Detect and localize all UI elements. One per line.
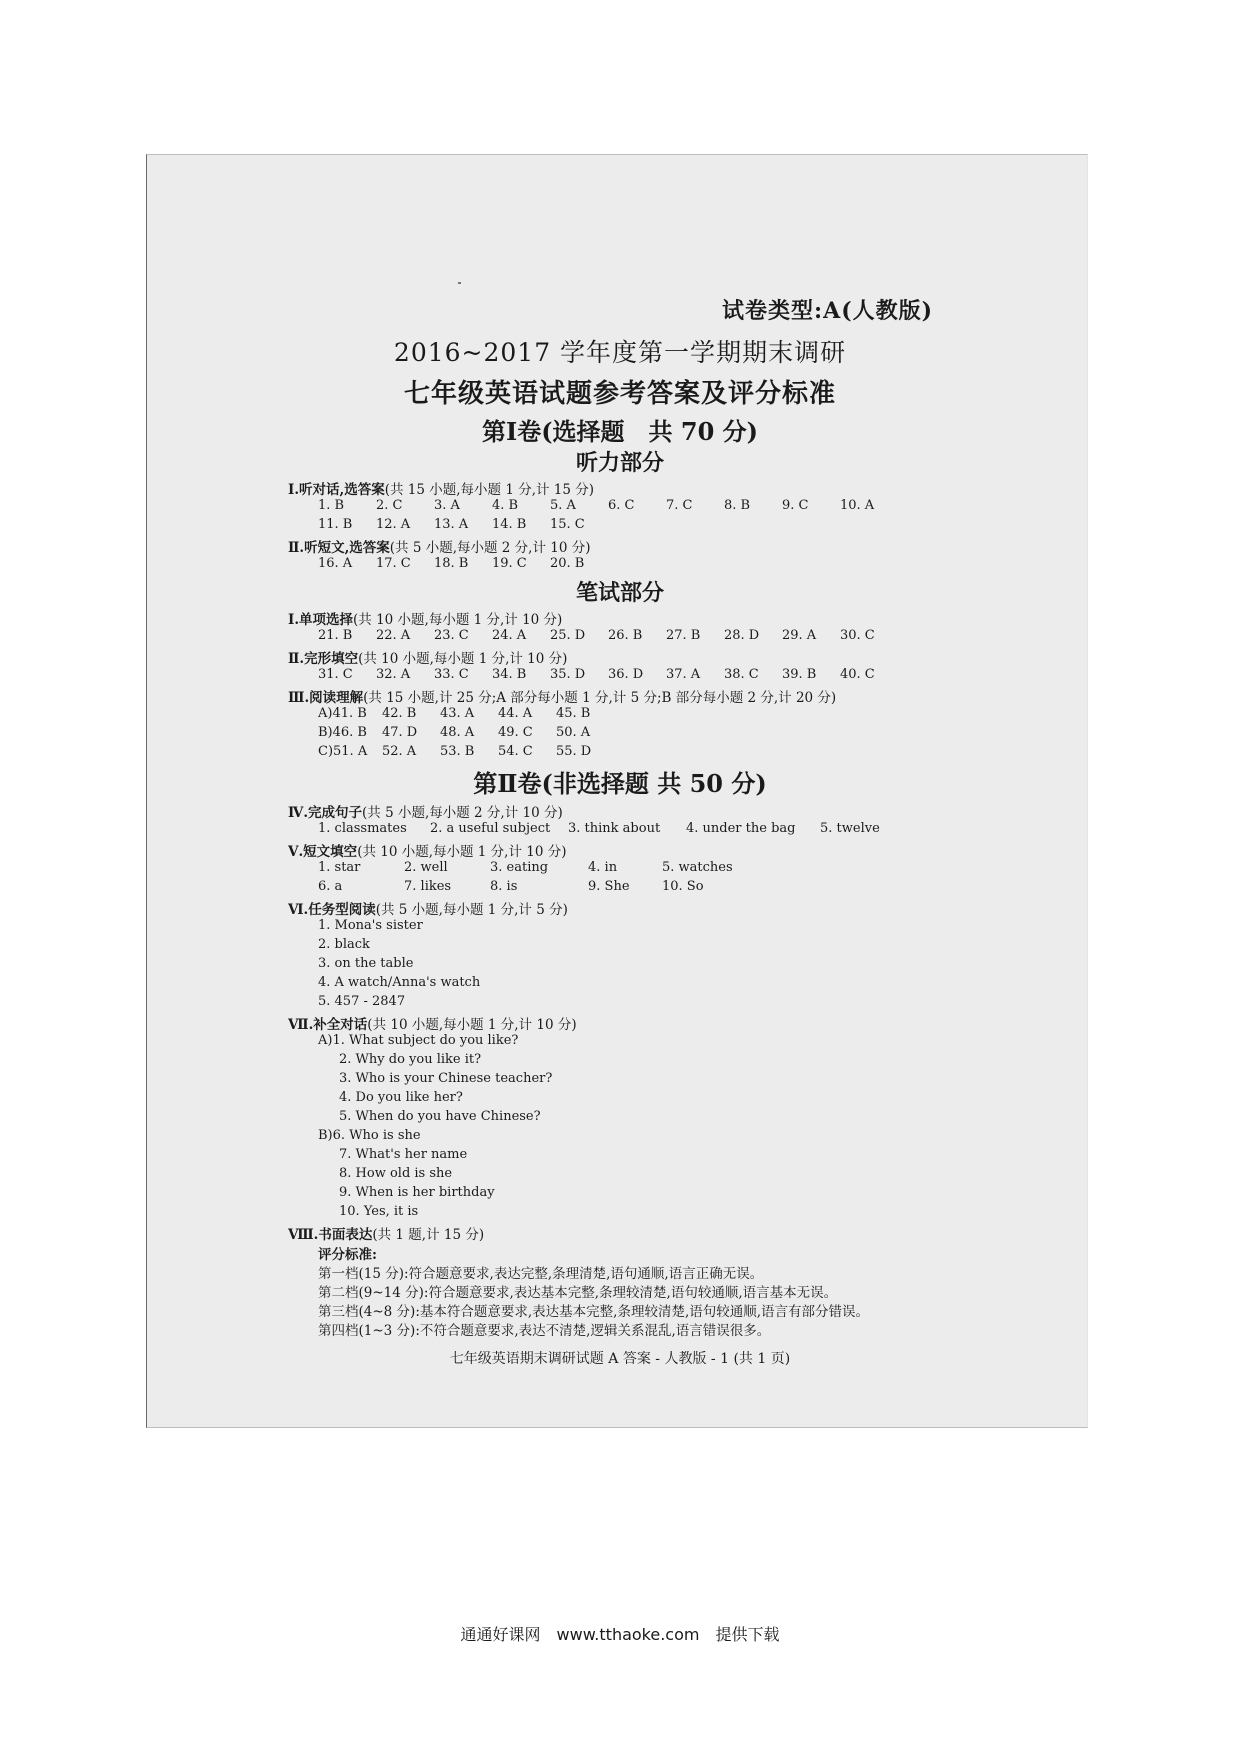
answer-item: 2. black xyxy=(318,937,370,952)
answer-row xyxy=(318,821,900,836)
answer-item: 15. C xyxy=(550,517,585,532)
answer-item: 52. A xyxy=(382,744,417,759)
section-title: Ⅱ.完形填空 xyxy=(288,651,359,667)
criteria-item: 第四档(1~3 分):不符合题意要求,表达不清楚,逻辑关系混乱,语言错误很多。 xyxy=(318,1323,771,1339)
answer-item: 9. C xyxy=(782,498,809,513)
answer-item: 27. B xyxy=(666,628,701,643)
section-heading xyxy=(288,898,568,918)
section-note: (共 15 小题,每小题 1 分,计 15 分) xyxy=(384,482,595,498)
section-note: (共 5 小题,每小题 2 分,计 10 分) xyxy=(362,805,563,821)
section-title: Ⅴ.短文填空 xyxy=(288,844,358,860)
section-heading xyxy=(288,686,836,706)
answer-item: 10. So xyxy=(662,879,704,894)
answer-item: 17. C xyxy=(376,556,411,571)
answer-item: 44. A xyxy=(498,706,533,721)
answer-item: 38. C xyxy=(724,667,759,682)
criteria-item: 第三档(4~8 分):基本符合题意要求,表达基本完整,条理较清楚,语句较通顺,语言有部分错误。 xyxy=(318,1304,870,1320)
answer-item: 55. D xyxy=(556,744,592,759)
section-note: (共 10 小题,每小题 1 分,计 10 分) xyxy=(353,612,563,628)
answer-item: 21. B xyxy=(318,628,353,643)
answer-item: 39. B xyxy=(782,667,817,682)
answer-item: 3. think about xyxy=(568,821,661,836)
answer-item: 1. classmates xyxy=(318,821,407,836)
answer-item: 30. C xyxy=(840,628,875,643)
answer-item: 32. A xyxy=(376,667,411,682)
answer-item: 13. A xyxy=(434,517,469,532)
answer-item: 8. How old is she xyxy=(339,1166,453,1181)
answer-item: 6. C xyxy=(608,498,635,513)
answer-item: 5. twelve xyxy=(820,821,880,836)
section-heading xyxy=(288,647,567,667)
paper-type-label: 试卷类型:A(人教版) xyxy=(722,298,934,324)
answer-item: C)51. A xyxy=(318,744,368,759)
criteria-label: 评分标准: xyxy=(318,1247,377,1263)
section-heading xyxy=(288,1013,577,1033)
section-title: Ⅱ.听短文,选答案 xyxy=(288,540,390,556)
section-title: Ⅰ.听对话,选答案 xyxy=(288,482,385,498)
answer-item: 20. B xyxy=(550,556,585,571)
answer-item: 2. Why do you like it? xyxy=(339,1052,482,1067)
answer-item: 53. B xyxy=(440,744,475,759)
section-title: Ⅷ.书面表达 xyxy=(288,1227,373,1243)
answer-item: 28. D xyxy=(724,628,760,643)
answer-item: 1. star xyxy=(318,860,361,875)
answer-item: 2. C xyxy=(376,498,403,513)
listening-heading: 听力部分 xyxy=(575,450,664,476)
section-heading xyxy=(288,840,567,860)
answer-item: A)41. B xyxy=(318,706,367,721)
answer-item: 34. B xyxy=(492,667,527,682)
answer-item: 8. is xyxy=(490,879,518,894)
download-source-note: 通通好课网 www.tthaoke.com 提供下载 xyxy=(460,1625,780,1644)
answer-item: 7. C xyxy=(666,498,693,513)
answer-item: 4. in xyxy=(588,860,618,875)
section-title: Ⅵ.任务型阅读 xyxy=(288,902,376,918)
answer-item: 10. A xyxy=(840,498,875,513)
section-title: Ⅶ.补全对话 xyxy=(288,1017,368,1033)
section-heading xyxy=(288,536,591,556)
answer-row xyxy=(318,498,898,513)
section-note: (共 1 题,计 15 分) xyxy=(372,1227,485,1243)
page-footer: 七年级英语期末调研试题 A 答案 - 人教版 - 1 (共 1 页) xyxy=(449,1351,791,1367)
answer-item: 1. Mona's sister xyxy=(318,918,423,933)
volume-two-heading: 第Ⅱ卷(非选择题 共 50 分) xyxy=(473,769,767,798)
answer-item: 14. B xyxy=(492,517,527,532)
section-title: Ⅳ.完成句子 xyxy=(288,805,363,821)
answer-item: B)46. B xyxy=(318,725,367,740)
answer-row xyxy=(318,706,614,721)
answer-item: 47. D xyxy=(382,725,418,740)
answer-item: 1. B xyxy=(318,498,345,513)
answer-item: 12. A xyxy=(376,517,411,532)
answer-item: 26. B xyxy=(608,628,643,643)
answer-item: B)6. Who is she xyxy=(318,1128,421,1143)
answer-item: 3. eating xyxy=(490,860,549,875)
answer-item: 18. B xyxy=(434,556,469,571)
answer-item: 6. a xyxy=(318,879,343,894)
criteria-item: 第二档(9~14 分):符合题意要求,表达基本完整,条理较清楚,语句较通顺,语言基本无误。 xyxy=(318,1285,838,1301)
section-heading xyxy=(288,608,562,628)
answer-item: 3. A xyxy=(434,498,460,513)
volume-one-heading: 第Ⅰ卷(选择题 共 70 分) xyxy=(481,417,759,446)
answer-item: 4. Do you like her? xyxy=(339,1090,463,1105)
answer-item: 3. Who is your Chinese teacher? xyxy=(339,1071,553,1086)
answer-item: 29. A xyxy=(782,628,817,643)
section-title: Ⅰ.单项选择 xyxy=(288,612,354,628)
answer-row xyxy=(318,628,898,643)
answer-row xyxy=(318,556,608,571)
answer-item: 9. When is her birthday xyxy=(339,1185,495,1200)
answer-row xyxy=(318,860,752,875)
criteria-item: 第一档(15 分):符合题意要求,表达完整,条理清楚,语句通顺,语言正确无误。 xyxy=(318,1266,764,1282)
answer-item: 36. D xyxy=(608,667,644,682)
answer-item: 40. C xyxy=(840,667,875,682)
answer-item: 2. a useful subject xyxy=(430,821,551,836)
answer-item: 22. A xyxy=(376,628,411,643)
answer-item: 4. A watch/Anna's watch xyxy=(318,975,481,990)
section-heading xyxy=(288,1223,484,1243)
answer-item: 42. B xyxy=(382,706,417,721)
answer-item: 2. well xyxy=(404,860,448,875)
answer-item: 5. When do you have Chinese? xyxy=(339,1109,541,1124)
answer-item: 5. watches xyxy=(662,860,733,875)
answer-item: 9. She xyxy=(588,879,630,894)
answer-item: 54. C xyxy=(498,744,533,759)
answer-row xyxy=(318,667,898,682)
answer-item: 49. C xyxy=(498,725,533,740)
answer-item: 10. Yes, it is xyxy=(339,1204,419,1219)
answer-item: 48. A xyxy=(440,725,475,740)
section-note: (共 5 小题,每小题 1 分,计 5 分) xyxy=(375,902,568,918)
answer-item: 31. C xyxy=(318,667,353,682)
answer-item: 37. A xyxy=(666,667,701,682)
exam-subtitle: 七年级英语试题参考答案及评分标准 xyxy=(403,379,836,409)
answer-item: 5. A xyxy=(550,498,576,513)
section-note: (共 5 小题,每小题 2 分,计 10 分) xyxy=(389,540,591,556)
section-note: (共 15 小题,计 25 分;A 部分每小题 1 分,计 5 分;B 部分每小题 2 分,计 20 分) xyxy=(363,690,837,706)
section-title: Ⅲ.阅读理解 xyxy=(288,690,364,706)
answer-row xyxy=(318,879,752,894)
answer-item: 5. 457 - 2847 xyxy=(318,994,406,1009)
answer-item: 7. likes xyxy=(404,879,452,894)
answer-item: 4. B xyxy=(492,498,519,513)
answer-row xyxy=(318,517,608,532)
scan-speck xyxy=(458,282,461,284)
answer-item: 33. C xyxy=(434,667,469,682)
section-heading xyxy=(288,801,563,821)
answer-item: 3. on the table xyxy=(318,956,414,971)
answer-item: 24. A xyxy=(492,628,527,643)
answer-item: 25. D xyxy=(550,628,586,643)
answer-row xyxy=(318,744,614,759)
answer-item: 7. What's her name xyxy=(339,1147,468,1162)
section-note: (共 10 小题,每小题 1 分,计 10 分) xyxy=(358,651,568,667)
section-note: (共 10 小题,每小题 1 分,计 10 分) xyxy=(357,844,567,860)
exam-title: 2016~2017 学年度第一学期期末调研 xyxy=(393,338,847,367)
answer-item: 19. C xyxy=(492,556,527,571)
written-heading: 笔试部分 xyxy=(575,580,664,606)
answer-item: A)1. What subject do you like? xyxy=(318,1033,519,1048)
answer-item: 45. B xyxy=(556,706,591,721)
answer-item: 23. C xyxy=(434,628,469,643)
answer-item: 43. A xyxy=(440,706,475,721)
answer-item: 11. B xyxy=(318,517,353,532)
answer-item: 8. B xyxy=(724,498,751,513)
answer-item: 4. under the bag xyxy=(686,821,796,836)
answer-item: 16. A xyxy=(318,556,353,571)
section-note: (共 10 小题,每小题 1 分,计 10 分) xyxy=(367,1017,577,1033)
answer-row xyxy=(318,725,614,740)
section-heading xyxy=(288,478,594,498)
answer-item: 50. A xyxy=(556,725,591,740)
answer-item: 35. D xyxy=(550,667,586,682)
